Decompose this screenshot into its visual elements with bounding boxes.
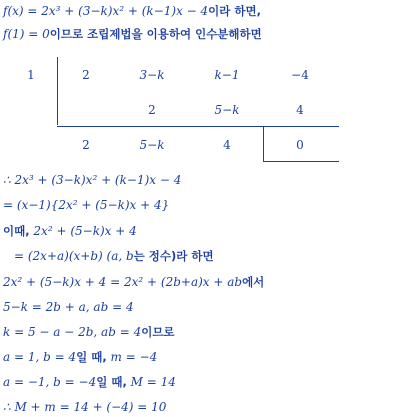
solution-line-7 [3,325,175,339]
solution-line-8 [3,350,157,364]
final-answer: ∴ M + m = 14 + (−4) = 10 [3,400,167,414]
solution-text-8: 일 때, [76,350,107,364]
intro-line-1 [3,4,261,18]
case-1-values: a = 1, b = 4 [3,350,77,364]
synthetic-division [0,57,400,167]
row1-cell-4: −4 [291,68,309,82]
coefficient-comparison: 2x² + (5−k)x + 4 = 2x² + (2b+a)x + ab [3,275,243,289]
intro-line-2 [3,27,262,41]
minimum-value: m = −4 [110,350,158,364]
row2-cell-1: 2 [148,103,156,117]
remainder-box-left [263,126,264,162]
row1-cell-1: 2 [82,68,90,82]
solution-line-4 [14,249,214,263]
solution-line-2: = (x−1){2x² + (5−k)x + 4} [3,198,170,212]
row1-cell-3: k−1 [214,68,240,82]
factor-condition: f(1) = 0 [3,27,50,41]
solution-text-4: 는 정수)라 하면 [133,249,214,263]
case-2-values: a = −1, b = −4 [3,375,97,389]
row2-cell-3: 4 [296,103,304,117]
solution-line-1: ∴ 2x³ + (3−k)x² + (k−1)x − 4 [3,173,182,187]
function-definition: f(x) = 2x³ + (3−k)x² + (k−1)x − 4 [3,4,209,18]
maximum-value: M = 14 [130,375,176,389]
remainder: 0 [296,138,304,152]
solution-line-6: 5−k = 2b + a, ab = 4 [3,300,134,314]
solution-line-5 [3,275,264,289]
row2-cell-2: 5−k [214,103,240,117]
divisor: 1 [27,68,35,82]
row3-cell-1: 2 [82,138,90,152]
factored-form: = (2x+a)(x+b) (a, b [14,249,134,263]
solution-text-7: 이므로 [141,325,175,339]
row3-cell-3: 4 [223,138,231,152]
k-expression: k = 5 − a − 2b, ab = 4 [3,325,142,339]
division-horizontal-line [57,126,339,127]
row1-cell-2: 3−k [139,68,165,82]
quadratic-factor: 2x² + (5−k)x + 4 [33,224,137,238]
solution-line-3 [3,224,137,238]
solution-text-9: 일 때, [96,375,127,389]
solution-text-3: 이때, [3,224,30,238]
intro-text-1: 이라 하면, [208,4,261,18]
intro-text-2: 이므로 조립제법을 이용하여 인수분해하면 [49,27,262,41]
solution-text-5: 에서 [242,275,265,289]
division-vertical-line [57,57,58,125]
solution-line-9 [3,375,176,389]
remainder-box-bottom [263,161,339,162]
row3-cell-2: 5−k [139,138,165,152]
